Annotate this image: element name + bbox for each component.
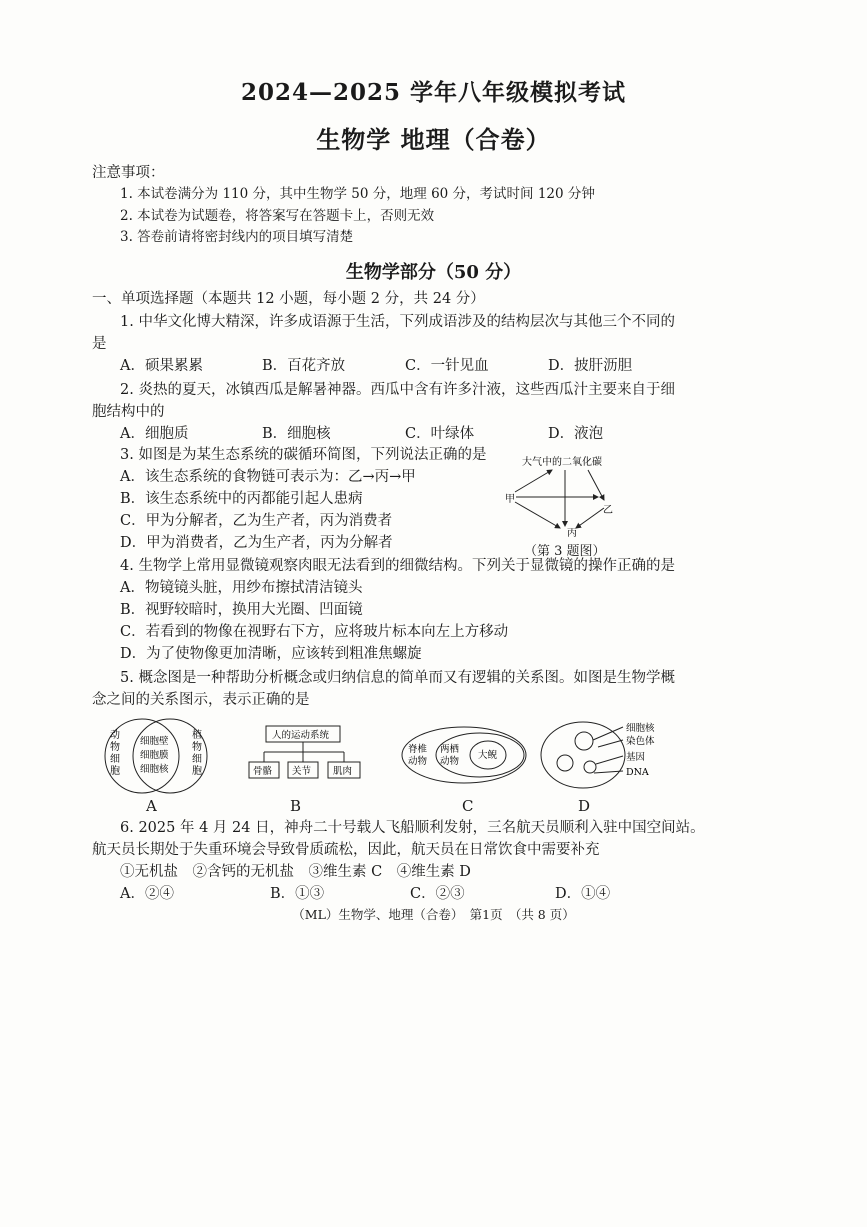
label-nucleus: 细胞核 <box>626 723 655 734</box>
outer-label: 脊椎动物 <box>408 744 428 767</box>
q6-stem-cont: 航天员长期处于失重环境会导致骨质疏松，因此，航天员在日常饮食中需要补充 <box>92 842 600 858</box>
q6-option-b: B．①③ <box>270 886 325 902</box>
q3-figure-caption: （第 3 题图） <box>524 544 606 559</box>
section-title: 生物学部分（50 分） <box>345 262 522 283</box>
part-heading: 一、单项选择题（本题共 12 小题，每小题 2 分，共 24 分） <box>92 291 485 307</box>
q4-option-d: D．为了使物像更加清晰，应该转到粗准焦螺旋 <box>120 646 422 662</box>
q2-option-b: B．细胞核 <box>262 426 331 442</box>
arrow <box>515 502 560 528</box>
q6-option-a: A．②④ <box>120 886 174 902</box>
q2-stem: 2. 炎热的夏天，冰镇西瓜是解暑神器。西瓜中含有许多汁液，这些西瓜汁主要来自于细 <box>120 382 675 398</box>
q3-option-c: C．甲为分解者，乙为生产者，丙为消费者 <box>120 513 393 529</box>
q1-option-a: A．硕果累累 <box>120 358 203 374</box>
q6-option-d: D．①④ <box>555 886 611 902</box>
tree-child-label: 肌肉 <box>333 766 353 777</box>
middle-label: 两栖动物 <box>440 744 460 767</box>
q1-stem: 1. 中华文化博大精深，许多成语源于生活，下列成语涉及的结构层次与其他三个不同的 <box>120 314 675 330</box>
inner-label: 大鲵 <box>478 750 498 761</box>
yi-label: 乙 <box>603 505 613 516</box>
notes-heading: 注意事项： <box>92 165 165 181</box>
q4-stem: 4. 生物学上常用显微镜观察肉眼无法看到的细微结构。下列关于显微镜的操作正确的是 <box>120 558 675 574</box>
page-footer: （ML）生物学、地理（合卷） 第1页 （共 8 页） <box>292 907 575 922</box>
q1-option-c: C．一针见血 <box>405 358 489 374</box>
q1-option-b: B．百花齐放 <box>262 358 346 374</box>
q2-option-a: A．细胞质 <box>120 426 189 442</box>
venn-right-label: 植物细胞 <box>192 730 202 777</box>
co2-label: 大气中的二氧化碳 <box>522 457 602 468</box>
bing-label: 丙 <box>567 528 577 539</box>
tree-child-label: 骨骼 <box>253 766 273 777</box>
note-item: 2. 本试卷为试题卷，将答案写在答题卡上，否则无效 <box>120 208 435 224</box>
venn-left-label: 动物细胞 <box>110 730 120 777</box>
exam-subtitle: 生物学 地理（合卷） <box>316 125 551 154</box>
jia-label: 甲 <box>505 494 515 505</box>
venn-diagram-a <box>100 716 212 796</box>
q5-stem-cont: 念之间的关系图示，表示正确的是 <box>92 692 310 708</box>
tree-child-label: 关节 <box>292 766 312 777</box>
q2-option-d: D．液泡 <box>548 426 604 442</box>
label-chromosome: 染色体 <box>626 736 655 747</box>
venn-center-label: 细胞膜 <box>140 750 169 761</box>
carbon-cycle-diagram <box>500 450 640 545</box>
nested-diagram-d <box>538 718 662 790</box>
exam-title: 2024—2025 学年八年级模拟考试 <box>240 79 627 106</box>
arrow <box>576 508 604 528</box>
q6-items: ①无机盐 ②含钙的无机盐 ③维生素 C ④维生素 D <box>120 864 471 880</box>
tree-root-label: 人的运动系统 <box>272 730 330 741</box>
q3-option-d: D．甲为消费者，乙为生产者，丙为分解者 <box>120 535 393 551</box>
q3-option-a: A．该生态系统的食物链可表示为：乙→丙→甲 <box>120 469 416 485</box>
q4-option-b: B．视野较暗时，换用大光圈、凹面镜 <box>120 602 363 618</box>
q1-option-d: D．披肝沥胆 <box>548 358 633 374</box>
q3-option-b: B．该生态系统中的丙都能引起人患病 <box>120 491 363 507</box>
q2-stem-cont: 胞结构中的 <box>92 404 165 420</box>
note-item: 1. 本试卷满分为 110 分，其中生物学 50 分，地理 60 分，考试时间 120 分钟 <box>120 186 595 202</box>
fig-a-label: A <box>146 797 157 815</box>
arrow <box>515 470 552 492</box>
fig-b-label: B <box>290 797 302 815</box>
q3-stem: 3. 如图是为某生态系统的碳循环简图，下列说法正确的是 <box>120 447 487 463</box>
q5-stem: 5. 概念图是一种帮助分析概念或归纳信息的简单而又有逻辑的关系图。如图是生物学概 <box>120 670 675 686</box>
q6-option-c: C．②③ <box>410 886 465 902</box>
venn-center-label: 细胞壁 <box>140 736 169 747</box>
venn-center-label: 细胞核 <box>140 764 169 775</box>
fig-d-label: D <box>578 797 591 815</box>
q4-option-a: A．物镜镜头脏，用纱布擦拭清洁镜头 <box>120 580 363 596</box>
label-dna: DNA <box>626 767 649 778</box>
label-gene: 基因 <box>626 752 646 763</box>
note-item: 3. 答卷前请将密封线内的项目填写清楚 <box>120 229 354 245</box>
tree-diagram-b <box>244 722 364 782</box>
fig-c-label: C <box>462 797 474 815</box>
arrow <box>588 470 604 500</box>
q6-stem: 6. 2025 年 4 月 24 日，神舟二十号载人飞船顺利发射，三名航天员顺利入驻中国空间站。 <box>120 820 705 836</box>
nested-diagram-c <box>398 722 534 788</box>
q4-option-c: C．若看到的物像在视野右下方，应将玻片标本向左上方移动 <box>120 624 509 640</box>
q2-option-c: C．叶绿体 <box>405 426 475 442</box>
q1-stem-cont: 是 <box>92 336 107 352</box>
